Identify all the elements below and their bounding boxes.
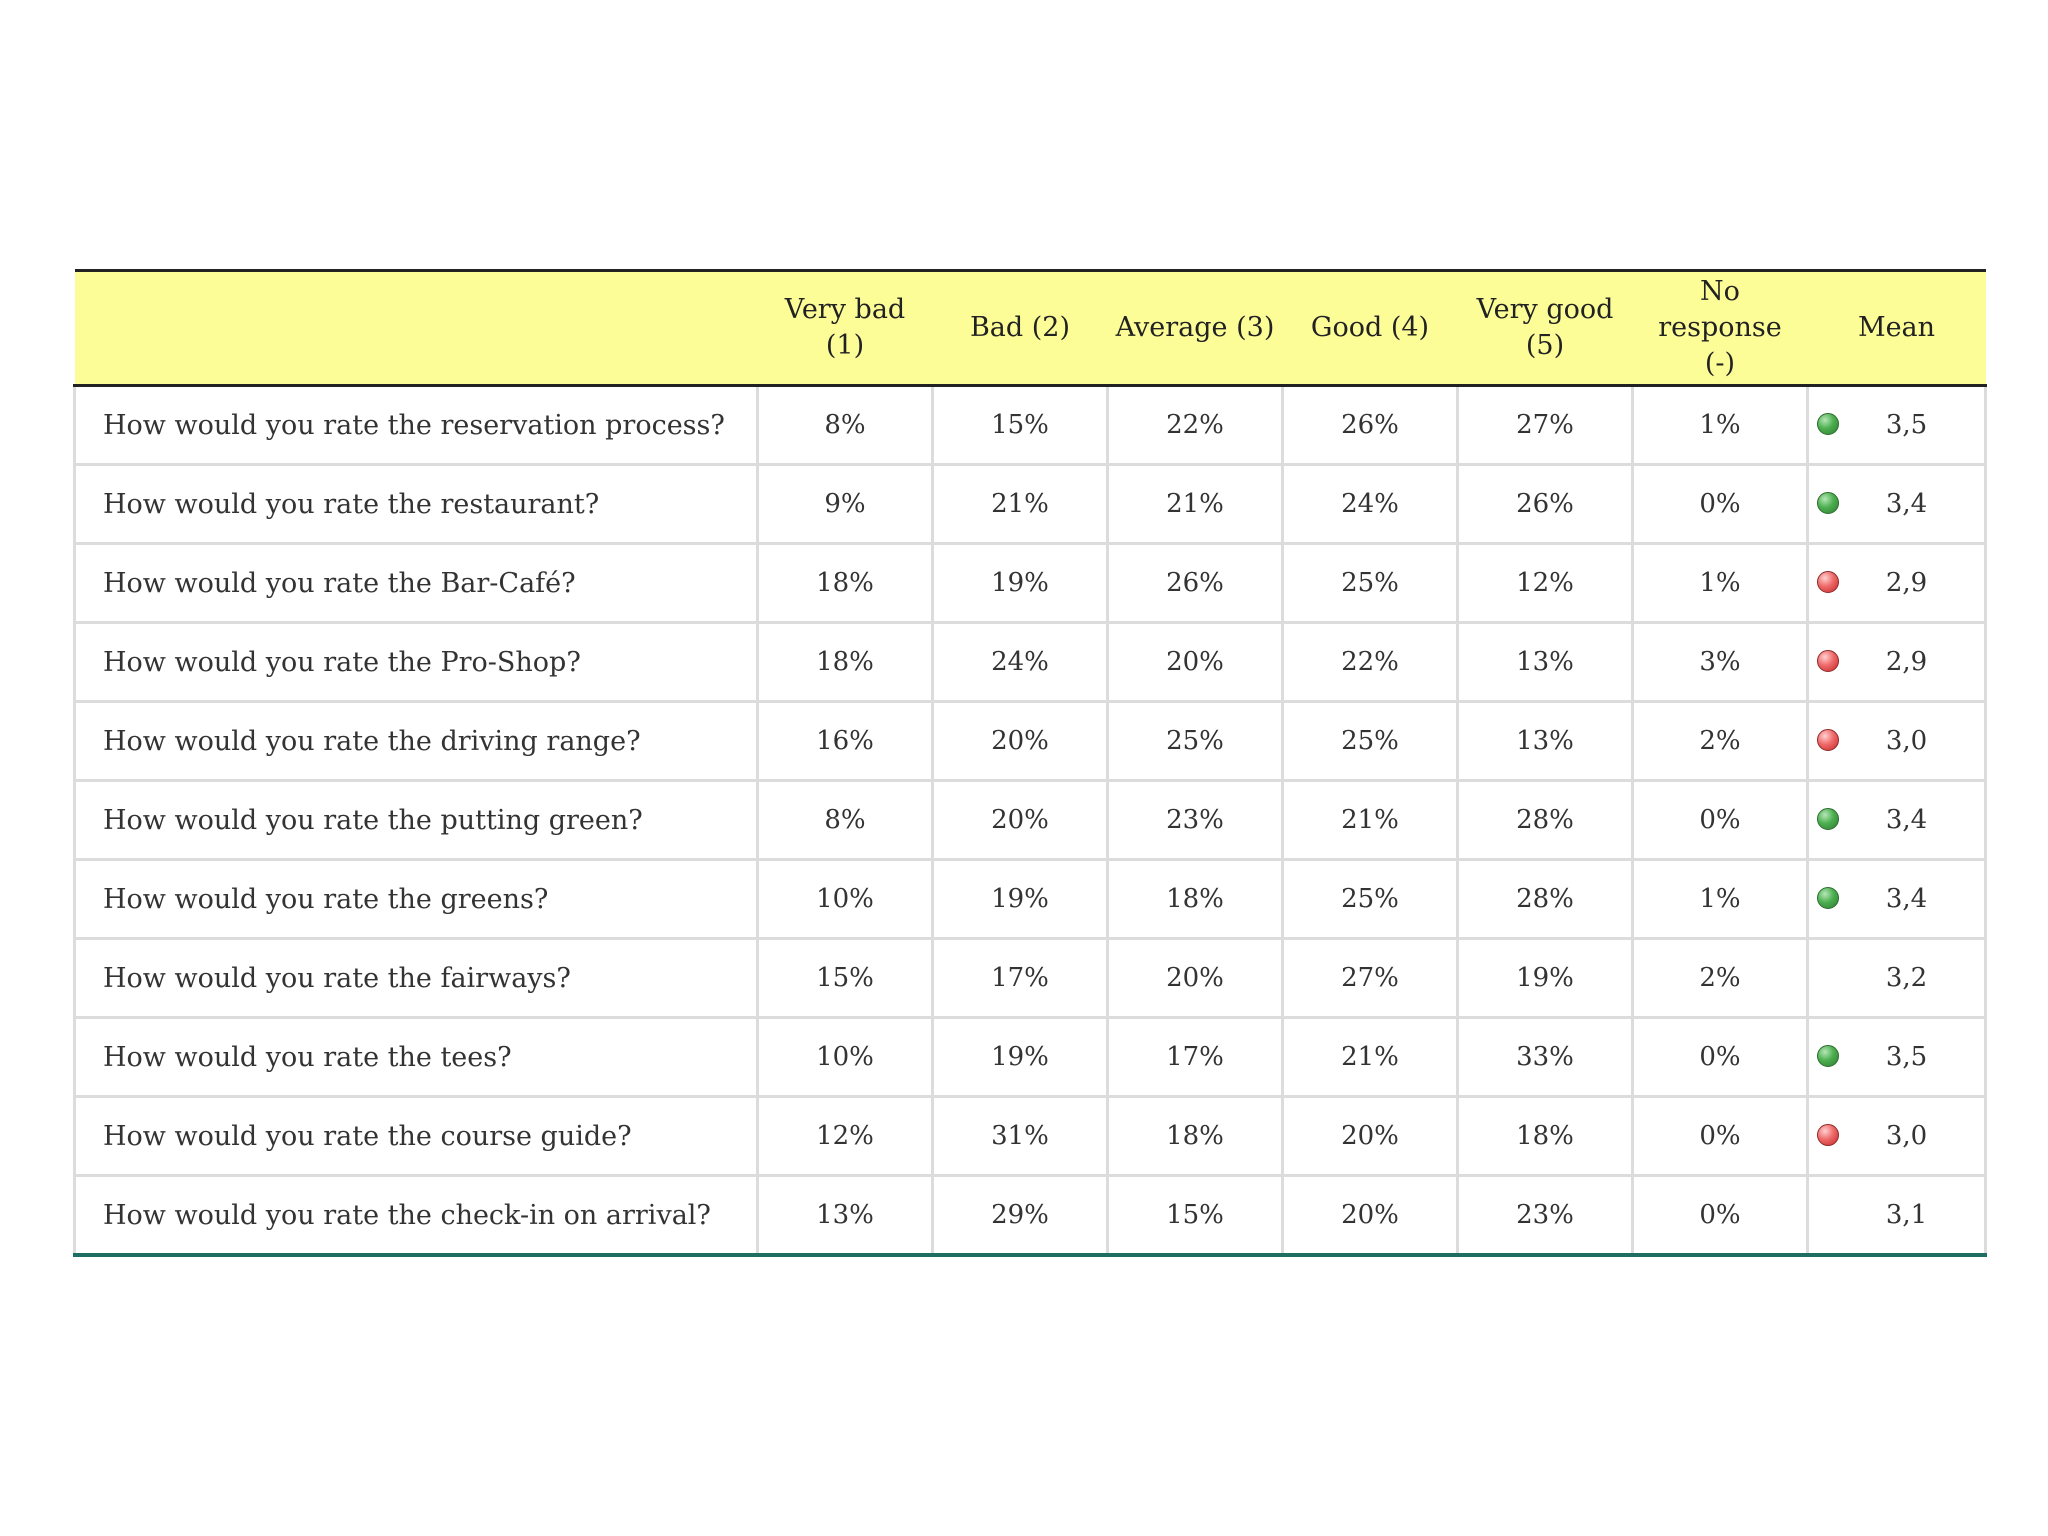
- value-cell-no-response: 3%: [1633, 623, 1808, 702]
- value-cell-no-response: 1%: [1633, 386, 1808, 465]
- value-cell-good: 22%: [1283, 623, 1458, 702]
- value-cell-good: 24%: [1283, 465, 1458, 544]
- value-cell-very-bad: 15%: [758, 939, 933, 1018]
- value-cell-average: 21%: [1108, 465, 1283, 544]
- value-cell-good: 20%: [1283, 1176, 1458, 1256]
- question-cell: How would you rate the putting green?: [75, 781, 758, 860]
- value-cell-very-bad: 10%: [758, 1018, 933, 1097]
- value-cell-no-response: 0%: [1633, 781, 1808, 860]
- value-cell-average: 18%: [1108, 1097, 1283, 1176]
- value-cell-bad: 20%: [933, 781, 1108, 860]
- value-cell-average: 25%: [1108, 702, 1283, 781]
- value-cell-very-good: 28%: [1458, 860, 1633, 939]
- table-row: [75, 465, 1986, 544]
- value-cell-average: 20%: [1108, 623, 1283, 702]
- value-cell-very-good: 27%: [1458, 386, 1633, 465]
- header-very-good: Very good (5): [1458, 271, 1633, 386]
- value-cell-good: 20%: [1283, 1097, 1458, 1176]
- value-cell-no-response: 0%: [1633, 1176, 1808, 1256]
- mean-cell: [1808, 1018, 1986, 1097]
- green-status-dot-icon: [1817, 1045, 1839, 1067]
- question-cell: How would you rate the greens?: [75, 860, 758, 939]
- value-cell-no-response: 0%: [1633, 1018, 1808, 1097]
- value-cell-good: 25%: [1283, 702, 1458, 781]
- value-cell-bad: 19%: [933, 544, 1108, 623]
- table-row: [75, 781, 1986, 860]
- value-cell-bad: 20%: [933, 702, 1108, 781]
- value-cell-no-response: 2%: [1633, 939, 1808, 1018]
- mean-value: 3,4: [1885, 805, 1928, 835]
- header-mean: Mean: [1808, 271, 1986, 386]
- header-row: [75, 271, 1986, 386]
- question-cell: How would you rate the Bar-Café?: [75, 544, 758, 623]
- value-cell-very-bad: 10%: [758, 860, 933, 939]
- value-cell-average: 22%: [1108, 386, 1283, 465]
- value-cell-good: 21%: [1283, 1018, 1458, 1097]
- mean-cell: [1808, 781, 1986, 860]
- mean-cell: [1808, 939, 1986, 1018]
- table-row: [75, 1097, 1986, 1176]
- value-cell-bad: 19%: [933, 860, 1108, 939]
- mean-cell: [1808, 1176, 1986, 1256]
- table-row: [75, 544, 1986, 623]
- green-status-dot-icon: [1817, 887, 1839, 909]
- table-row: [75, 702, 1986, 781]
- mean-value: 2,9: [1885, 647, 1928, 677]
- green-status-dot-icon: [1817, 413, 1839, 435]
- red-status-dot-icon: [1817, 729, 1839, 751]
- mean-cell: [1808, 623, 1986, 702]
- mean-value: 3,2: [1885, 963, 1928, 993]
- question-cell: How would you rate the tees?: [75, 1018, 758, 1097]
- mean-value: 3,4: [1885, 884, 1928, 914]
- value-cell-good: 25%: [1283, 544, 1458, 623]
- red-status-dot-icon: [1817, 1124, 1839, 1146]
- value-cell-very-good: 19%: [1458, 939, 1633, 1018]
- value-cell-very-good: 13%: [1458, 623, 1633, 702]
- value-cell-very-bad: 9%: [758, 465, 933, 544]
- mean-value: 3,0: [1885, 726, 1928, 756]
- table-row: [75, 1176, 1986, 1256]
- question-cell: How would you rate the restaurant?: [75, 465, 758, 544]
- header-no-response: No response (-): [1633, 271, 1808, 386]
- mean-value: 3,0: [1885, 1121, 1928, 1151]
- header-average: Average (3): [1108, 271, 1283, 386]
- green-status-dot-icon: [1817, 808, 1839, 830]
- question-cell: How would you rate the check-in on arrival?: [75, 1176, 758, 1256]
- question-cell: How would you rate the reservation process?: [75, 386, 758, 465]
- survey-results-table: [73, 269, 1987, 1257]
- value-cell-very-good: 13%: [1458, 702, 1633, 781]
- value-cell-very-bad: 18%: [758, 623, 933, 702]
- value-cell-no-response: 1%: [1633, 860, 1808, 939]
- mean-value: 3,1: [1885, 1200, 1928, 1230]
- header-bad: Bad (2): [933, 271, 1108, 386]
- value-cell-good: 27%: [1283, 939, 1458, 1018]
- header-very-bad: Very bad (1): [758, 271, 933, 386]
- value-cell-good: 21%: [1283, 781, 1458, 860]
- value-cell-average: 17%: [1108, 1018, 1283, 1097]
- value-cell-bad: 29%: [933, 1176, 1108, 1256]
- value-cell-bad: 19%: [933, 1018, 1108, 1097]
- question-cell: How would you rate the fairways?: [75, 939, 758, 1018]
- table-row: [75, 1018, 1986, 1097]
- value-cell-very-good: 12%: [1458, 544, 1633, 623]
- mean-value: 3,5: [1885, 410, 1928, 440]
- value-cell-average: 15%: [1108, 1176, 1283, 1256]
- value-cell-very-bad: 18%: [758, 544, 933, 623]
- mean-cell: [1808, 702, 1986, 781]
- mean-cell: [1808, 860, 1986, 939]
- value-cell-bad: 15%: [933, 386, 1108, 465]
- header-question: [75, 271, 758, 386]
- question-cell: How would you rate the driving range?: [75, 702, 758, 781]
- value-cell-very-bad: 16%: [758, 702, 933, 781]
- value-cell-very-good: 23%: [1458, 1176, 1633, 1256]
- value-cell-average: 26%: [1108, 544, 1283, 623]
- mean-cell: [1808, 465, 1986, 544]
- value-cell-very-good: 26%: [1458, 465, 1633, 544]
- value-cell-very-good: 28%: [1458, 781, 1633, 860]
- table-row: [75, 939, 1986, 1018]
- mean-cell: [1808, 386, 1986, 465]
- mean-cell: [1808, 1097, 1986, 1176]
- mean-value: 2,9: [1885, 568, 1928, 598]
- mean-value: 3,4: [1885, 489, 1928, 519]
- value-cell-very-good: 18%: [1458, 1097, 1633, 1176]
- table-row: [75, 623, 1986, 702]
- question-cell: How would you rate the course guide?: [75, 1097, 758, 1176]
- value-cell-very-bad: 12%: [758, 1097, 933, 1176]
- value-cell-bad: 31%: [933, 1097, 1108, 1176]
- mean-value: 3,5: [1885, 1042, 1928, 1072]
- table-row: [75, 386, 1986, 465]
- value-cell-no-response: 0%: [1633, 1097, 1808, 1176]
- value-cell-bad: 24%: [933, 623, 1108, 702]
- value-cell-average: 23%: [1108, 781, 1283, 860]
- value-cell-bad: 17%: [933, 939, 1108, 1018]
- value-cell-no-response: 2%: [1633, 702, 1808, 781]
- value-cell-bad: 21%: [933, 465, 1108, 544]
- table-row: [75, 860, 1986, 939]
- value-cell-no-response: 0%: [1633, 465, 1808, 544]
- value-cell-very-good: 33%: [1458, 1018, 1633, 1097]
- table-body: [75, 386, 1986, 1256]
- green-status-dot-icon: [1817, 492, 1839, 514]
- value-cell-very-bad: 8%: [758, 781, 933, 860]
- question-cell: How would you rate the Pro-Shop?: [75, 623, 758, 702]
- header-good: Good (4): [1283, 271, 1458, 386]
- value-cell-average: 20%: [1108, 939, 1283, 1018]
- value-cell-very-bad: 8%: [758, 386, 933, 465]
- value-cell-no-response: 1%: [1633, 544, 1808, 623]
- red-status-dot-icon: [1817, 650, 1839, 672]
- mean-cell: [1808, 544, 1986, 623]
- red-status-dot-icon: [1817, 571, 1839, 593]
- value-cell-average: 18%: [1108, 860, 1283, 939]
- value-cell-good: 26%: [1283, 386, 1458, 465]
- value-cell-good: 25%: [1283, 860, 1458, 939]
- value-cell-very-bad: 13%: [758, 1176, 933, 1256]
